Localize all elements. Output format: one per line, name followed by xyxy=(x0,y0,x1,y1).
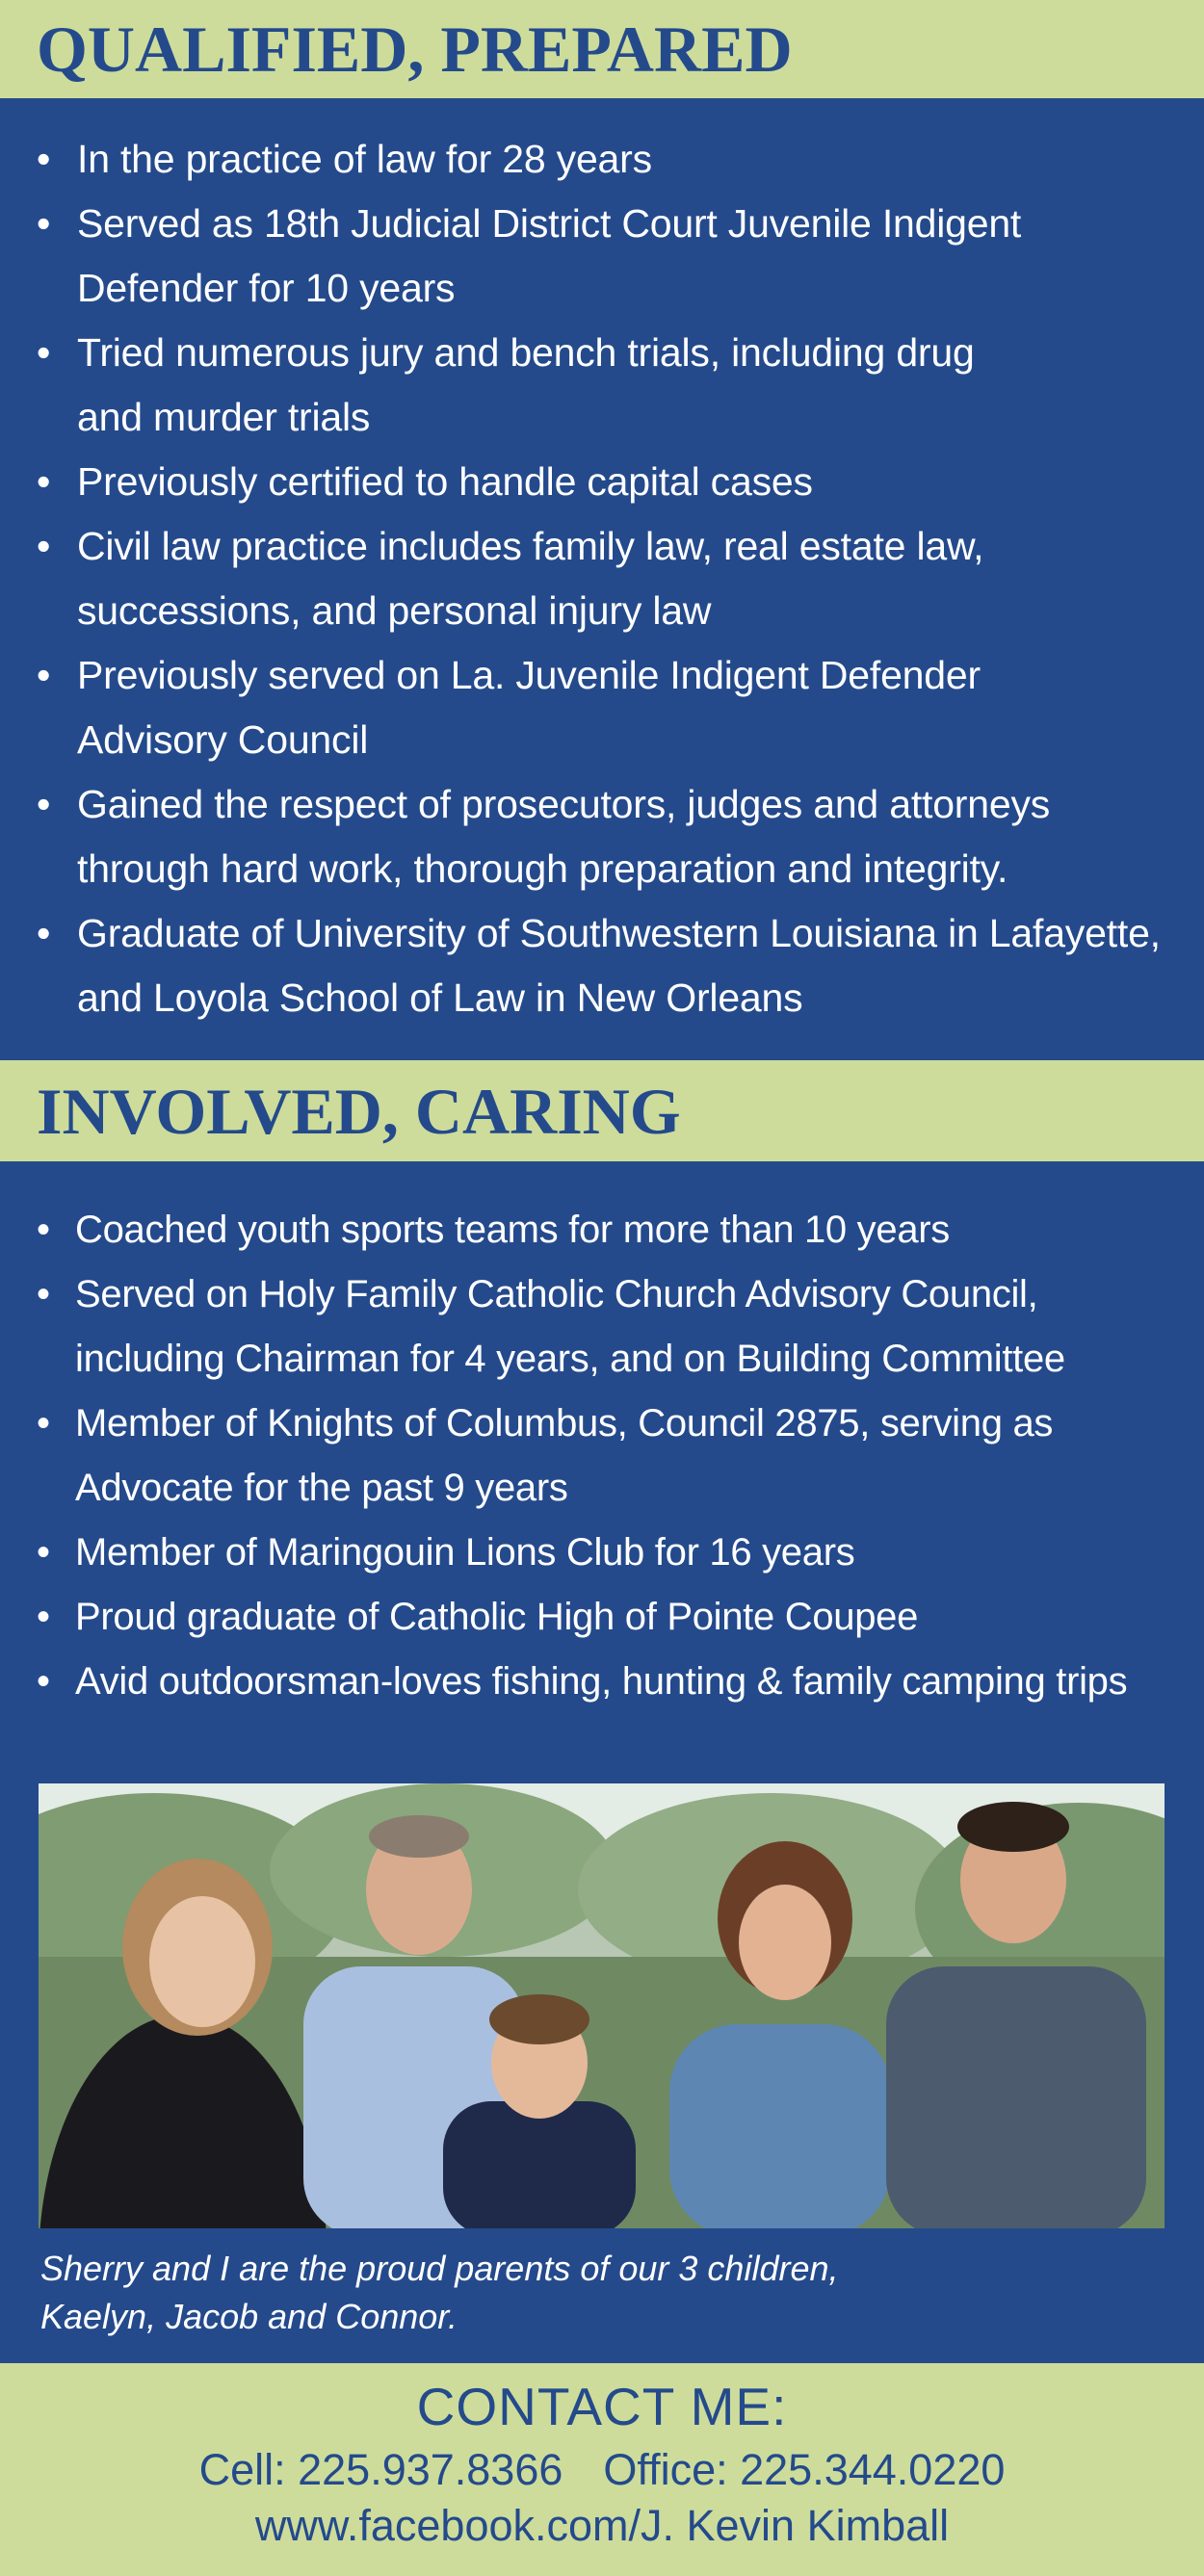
section-heading-involved: INVOLVED, CARING xyxy=(0,1060,1204,1161)
list-item: • Coached youth sports teams for more than 10 years xyxy=(75,1198,1204,1262)
office-phone[interactable]: Office: 225.344.0220 xyxy=(603,2445,1006,2494)
family-photo xyxy=(39,1783,1165,2228)
photo-caption: Sherry and I are the proud parents of our 3 children, Kaelyn, Jacob and Connor. xyxy=(40,2249,839,2336)
list-item: • Civil law practice includes family law, real estate law, successions, and personal injury law xyxy=(77,514,1204,643)
list-item: • Gained the respect of prosecutors, judges and attorneys through hard work, thorough preparation and integrity. xyxy=(77,772,1204,901)
section-heading-qualified: QUALIFIED, PREPARED xyxy=(0,0,1204,98)
list-item: • Tried numerous jury and bench trials, including drug and murder trials xyxy=(77,321,1204,450)
facebook-link[interactable]: www.facebook.com/J. Kevin Kimball xyxy=(254,2501,950,2550)
cell-phone[interactable]: Cell: 225.937.8366 xyxy=(198,2445,563,2494)
contact-section xyxy=(0,2363,1204,2576)
list-item: • Graduate of University of Southwestern Louisiana in Lafayette, and Loyola School of Law in New Orleans xyxy=(77,901,1204,1030)
list-item: • Member of Knights of Columbus, Council 2875, serving as Advocate for the past 9 years xyxy=(75,1392,1204,1521)
involved-panel xyxy=(0,1161,1204,2363)
list-item: • Previously served on La. Juvenile Indigent Defender Advisory Council xyxy=(77,643,1204,772)
list-item: • Served as 18th Judicial District Court Juvenile Indigent Defender for 10 years xyxy=(77,192,1204,321)
family-photo-illustration xyxy=(39,1783,1165,2228)
list-item: • In the practice of law for 28 years xyxy=(77,127,1204,192)
list-item: • Avid outdoorsman-loves fishing, hunting & family camping trips xyxy=(75,1650,1204,1714)
involved-list xyxy=(0,1198,1204,1714)
list-item: • Served on Holy Family Catholic Church Advisory Council, including Chairman for 4 years, and on Building Committee xyxy=(75,1262,1204,1392)
contact-heading: CONTACT ME: xyxy=(416,2377,788,2436)
list-item: • Member of Maringouin Lions Club for 16 years xyxy=(75,1521,1204,1585)
qualified-panel xyxy=(0,98,1204,1060)
list-item: • Previously certified to handle capital cases xyxy=(77,450,1204,514)
phone-line xyxy=(0,2442,1204,2498)
qualified-list xyxy=(0,127,1204,1030)
list-item: • Proud graduate of Catholic High of Pointe Coupee xyxy=(75,1585,1204,1650)
